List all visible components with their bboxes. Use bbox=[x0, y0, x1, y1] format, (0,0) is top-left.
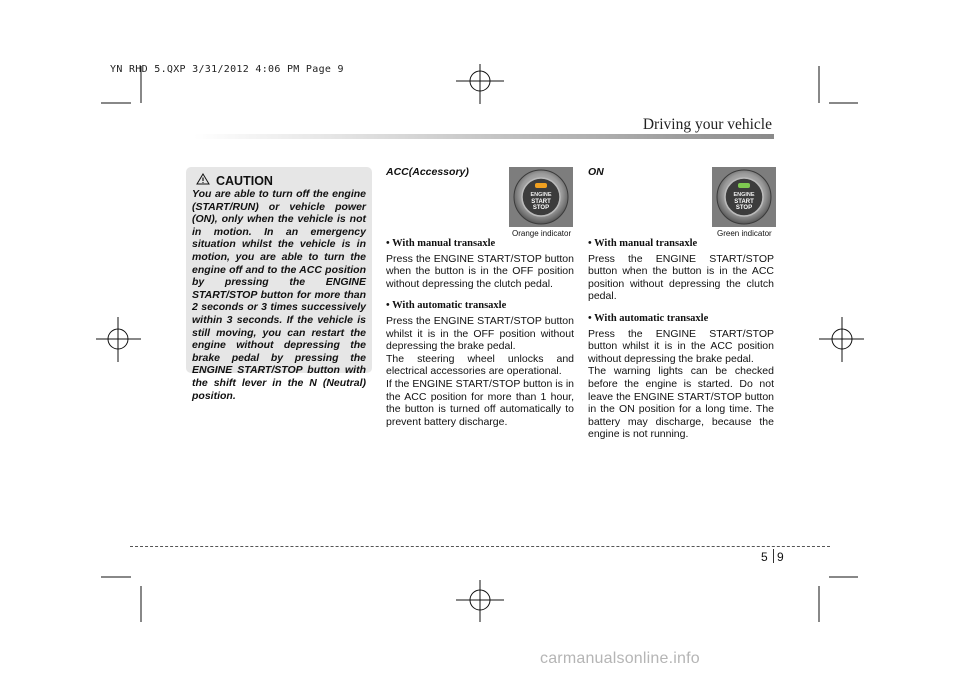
caution-label: CAUTION bbox=[216, 174, 273, 188]
engine-button-orange-icon bbox=[509, 167, 573, 227]
svg-text:STOP: STOP bbox=[735, 205, 753, 211]
svg-text:ENGINE: ENGINE bbox=[530, 192, 552, 198]
title-rule bbox=[194, 134, 774, 139]
svg-text:ENGINE: ENGINE bbox=[733, 192, 755, 198]
acc-note-1: The steering wheel unlocks and electrical accessories are operational. bbox=[386, 352, 574, 378]
caution-text: You are able to turn off the engine (START/RUN) or vehicle power (ON), only when the vehicle is not in motion. In an emergency situation whilst the vehicle is in motion, you are able to turn the engine off and to the ACC position by pressing the ENGINE START/STOP button for more than 2 seconds or 3 times successively within 3 seconds. If the vehicle is still moving, you can restart the engine without depressing the brake pedal by pressing the ENGINE START/STOP button with the shift lever in the N (Neutral) position. bbox=[192, 188, 366, 402]
page-number-divider bbox=[773, 549, 774, 563]
acc-note-2: If the ENGINE START/STOP button is in the ACC position for more than 1 hour, the button is turned off automatically to prevent battery discharge. bbox=[386, 377, 574, 428]
on-manual-heading: • With manual transaxle bbox=[588, 238, 698, 249]
svg-text:STOP: STOP bbox=[532, 205, 550, 211]
acc-auto-heading: • With automatic transaxle bbox=[386, 300, 507, 312]
on-note-1: The warning lights can be checked before the engine is started. Do not leave the ENGINE START/STOP button in the ON position for a long time. The battery may discharge, because the engine is not running. bbox=[588, 365, 774, 441]
acc-image-caption: Orange indicator bbox=[512, 229, 572, 238]
engine-button-green-icon bbox=[712, 167, 776, 227]
page-number: 9 bbox=[777, 550, 784, 564]
section-title: Driving your vehicle bbox=[642, 116, 772, 133]
acc-column bbox=[386, 238, 574, 428]
acc-manual-heading: • With manual transaxle bbox=[386, 238, 496, 249]
svg-text:START: START bbox=[531, 199, 551, 205]
acc-auto-text: Press the ENGINE START/STOP button whilst it is in the OFF position without depressing the brake pedal. bbox=[386, 314, 574, 353]
print-slug: YN RHD 5.QXP 3/31/2012 4:06 PM Page 9 bbox=[110, 64, 344, 75]
on-column bbox=[588, 238, 774, 441]
acc-button-image bbox=[509, 167, 573, 227]
on-button-image bbox=[712, 167, 776, 227]
on-heading: ON bbox=[588, 166, 604, 178]
on-auto-heading: • With automatic transaxle bbox=[588, 312, 709, 324]
acc-heading: ACC(Accessory) bbox=[386, 166, 469, 178]
watermark: carmanualsonline.info bbox=[540, 650, 700, 667]
acc-manual-text: Press the ENGINE START/STOP button when the button is in the OFF position without depressing the clutch pedal. bbox=[386, 252, 574, 290]
chapter-number: 5 bbox=[761, 550, 768, 564]
svg-text:START: START bbox=[734, 199, 754, 205]
on-auto-text: Press the ENGINE START/STOP button whilst it is in the ACC position without depressing the brake pedal. bbox=[588, 327, 774, 365]
on-manual-text: Press the ENGINE START/STOP button when the button is in the ACC position without depressing the clutch pedal. bbox=[588, 252, 774, 303]
on-image-caption: Green indicator bbox=[717, 229, 772, 238]
footer-rule bbox=[130, 546, 830, 547]
